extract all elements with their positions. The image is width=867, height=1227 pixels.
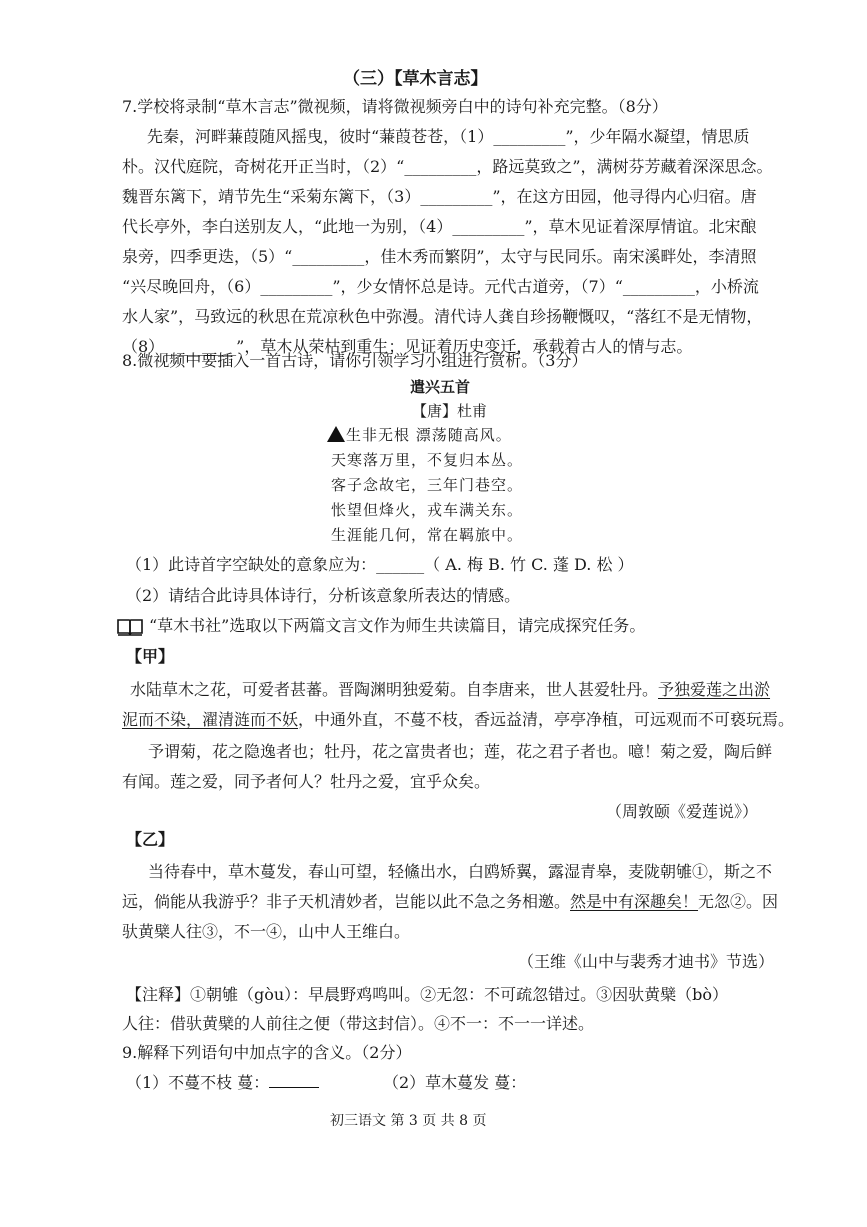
jia-para-2-line-1: 予谓菊，花之隐逸者也；牡丹，花之富贵者也；莲，花之君子者也。噫！菊之爱，陶后鲜 xyxy=(148,742,773,761)
q7-line-5: 泉旁，四季更迭，（5）“_________，佳木秀而繁阴”，太守与民同乐。南宋溪畔处，李清照 xyxy=(122,247,757,266)
poem-line-3: 客子念故宅，三年门巷空。 xyxy=(331,476,524,494)
q7-line-7: 水人家”，马致远的秋思在荒凉秋色中弥漫。清代诗人龚自珍扬鞭慨叹，“落红不是无情物， xyxy=(122,307,763,326)
jia-text-d: ，中通外直，不蔓不枝，香远益清，亭亭净植，可远观而不可亵玩焉。 xyxy=(298,710,795,729)
yi-underlined: 然是中有深趣矣！ xyxy=(570,892,699,911)
jia-para-1-line-1 xyxy=(130,679,770,701)
q9-item-2: （2）草木蔓发 蔓： xyxy=(383,1073,527,1092)
jia-underlined-1: 予独爱莲之出淤 xyxy=(658,680,771,699)
section-title: （三）【草木言志】 xyxy=(343,69,488,89)
poem-line-1-text: 生非无根 漂荡随高风。 xyxy=(346,426,512,444)
notes-line-1: 【注释】①朝雊（gòu）：早晨野鸡鸣叫。②无忽：不可疏忽错过。③因驮黄檗（bò） xyxy=(126,985,729,1004)
jia-para-2-line-2: 有闻。莲之爱，同予者何人？牡丹之爱，宜乎众矣。 xyxy=(122,772,491,791)
notes-line-2: 人往：借驮黄檗的人前往之便（带这封信）。④不一：不一一详述。 xyxy=(122,1014,595,1033)
poem-line-1 xyxy=(327,424,512,446)
q7-line-2: 朴。汉代庭院，奇树花开正当时，（2）“_________，路远莫致之”，满树芬芳藏着深深思念。 xyxy=(122,157,773,176)
q9-item-1-text: （1）不蔓不枝 蔓： xyxy=(126,1073,270,1092)
open-book-icon xyxy=(117,617,143,637)
jia-label: 【甲】 xyxy=(126,647,175,666)
jia-source: （周敦颐《爱莲说》） xyxy=(606,802,759,821)
q7-line-6: “兴尽晚回舟，（6）_________”，少女情怀总是诗。元代古道旁，（7）“_________，小桥流 xyxy=(122,277,759,296)
q9-prompt: 9.解释下列语句中加点字的含义。（2分） xyxy=(122,1043,412,1062)
q7-line-8: （8）_________”，草木从荣枯到重生；见证着历史变迁，承载着古人的情与志。 xyxy=(122,337,693,356)
poem-line-4: 怅望但烽火，戎车满关东。 xyxy=(331,501,524,519)
yi-line-2 xyxy=(122,891,778,913)
q9-answer-blank-1[interactable] xyxy=(269,1073,319,1088)
poem-line-2: 天寒落万里，不复归本丛。 xyxy=(331,451,524,469)
q7-line-4: 代长亭外，李白送别友人，“此地一为别，（4）_________”，草木见证着深厚情谊。北宋酿 xyxy=(122,217,757,236)
yi-source: （王维《山中与裴秀才迪书》节选） xyxy=(518,952,775,971)
poem-author: 【唐】杜甫 xyxy=(412,402,488,420)
yi-text-d: 无忽②。因 xyxy=(698,892,779,911)
q7-line-3: 魏晋东篱下，靖节先生“采菊东篱下，（3）_________”，在这方田园，他寻得内心归宿。唐 xyxy=(122,187,757,206)
triangle-blank-icon xyxy=(327,426,345,442)
q7-prompt: 7.学校将录制“草木言志”微视频，请将微视频旁白中的诗句补充完整。（8分） xyxy=(122,97,668,116)
yi-line-3: 驮黄檗人往③，不一④，山中人王维白。 xyxy=(122,922,411,941)
yi-text-b: 远，倘能从我游乎？非子天机清妙者，岂能以此不急之务相邀。 xyxy=(122,892,571,911)
q8-sub-1: （1）此诗首字空缺处的意象应为：______（ A. 梅 B. 竹 C. 蓬 D. 松 ） xyxy=(126,555,634,574)
q8-prompt: 8.微视频中要插入一首古诗，请你引领学习小组进行赏析。（3分） xyxy=(122,351,588,370)
jia-text-a: 水陆草木之花，可爱者甚蕃。晋陶渊明独爱菊。自李唐来，世人甚爱牡丹。 xyxy=(130,680,659,699)
q9-item-1 xyxy=(126,1072,319,1094)
q7-line-1: 先秦，河畔蒹葭随风摇曳，彼时“蒹葭苍苍，（1）_________”，少年隔水凝望，情思质 xyxy=(147,127,750,146)
q8-sub-2: （2）请结合此诗具体诗行，分析该意象所表达的情感。 xyxy=(126,586,521,605)
poem-line-5: 生涯能几何，常在羁旅中。 xyxy=(331,526,524,544)
page-footer: 初三语文 第 3 页 共 8 页 xyxy=(330,1113,487,1129)
yi-label: 【乙】 xyxy=(126,830,175,849)
yi-line-1: 当待春中，草木蔓发，春山可望，轻鯈出水，白鸥矫翼，露湿青皋，麦陇朝雊①，斯之不 xyxy=(148,862,773,881)
reading-intro: “草木书社”选取以下两篇文言文作为师生共读篇目，请完成探究任务。 xyxy=(149,616,646,635)
jia-para-1-line-2 xyxy=(122,709,794,731)
poem-title: 遣兴五首 xyxy=(410,378,471,396)
jia-underlined-2: 泥而不染，濯清涟而不妖 xyxy=(122,710,299,729)
